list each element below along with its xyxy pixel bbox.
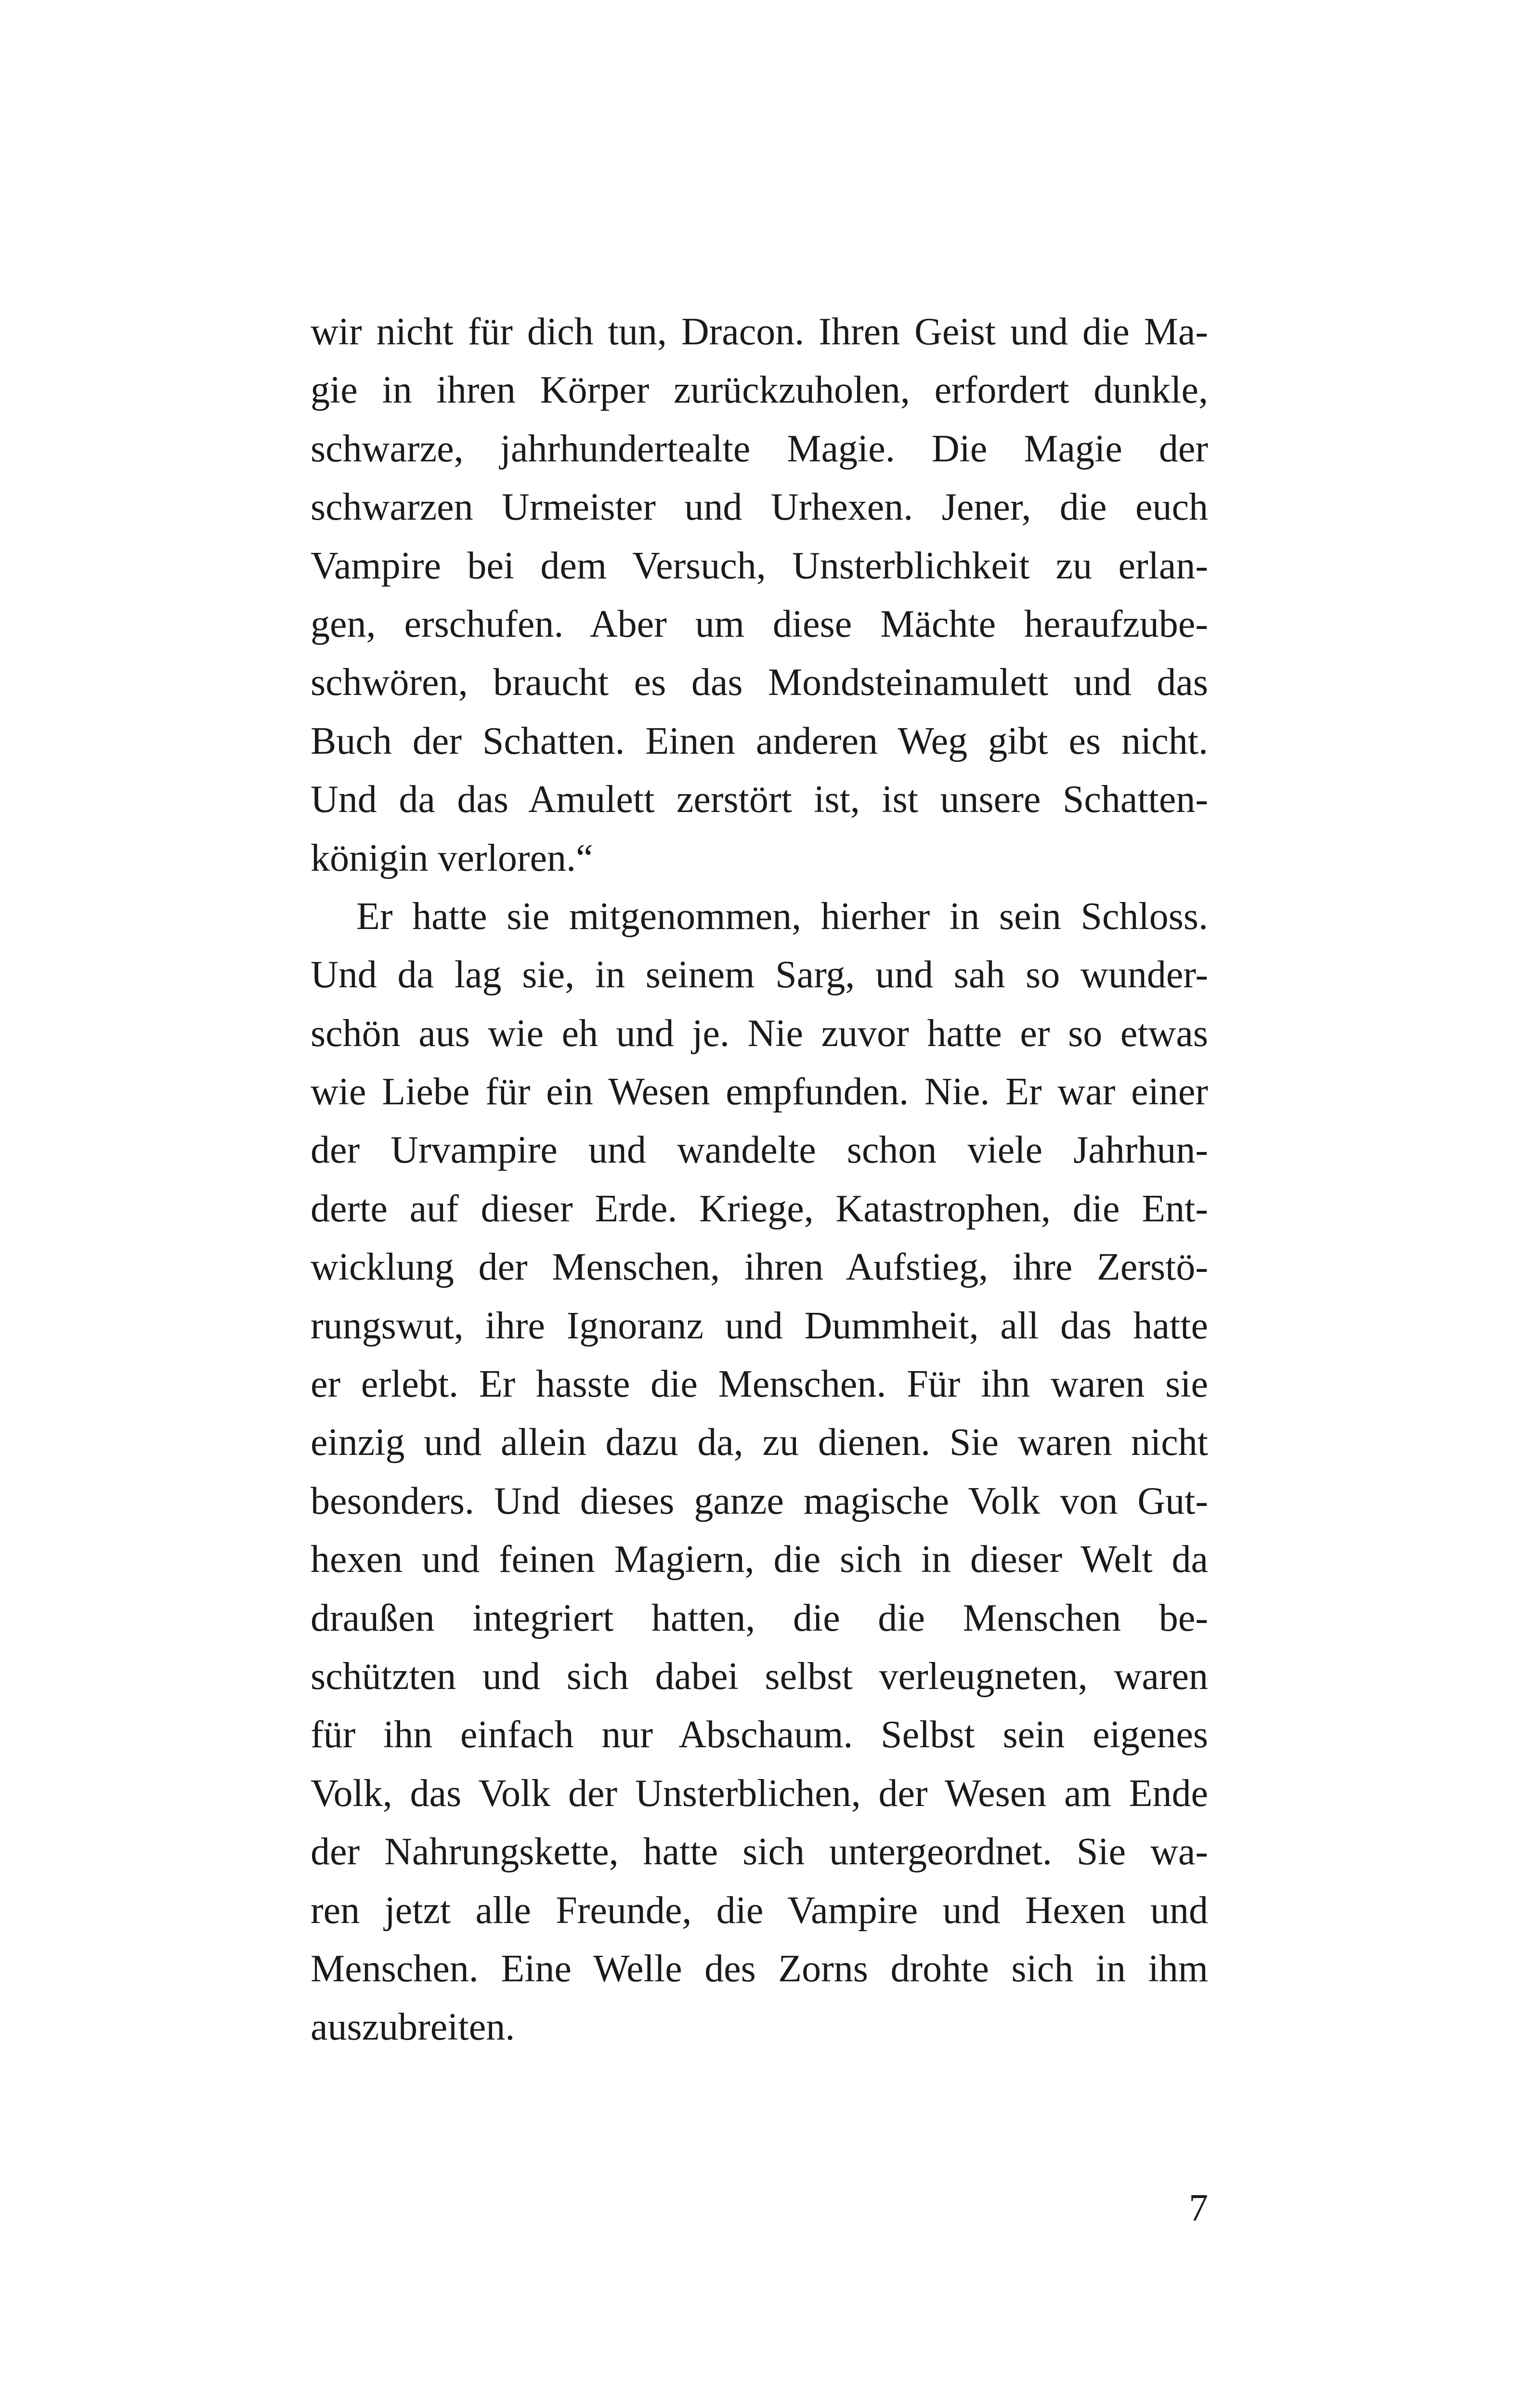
- text-line: schwarzen Urmeister und Urhexen. Jener, die euch: [311, 486, 1208, 529]
- text-line: gie in ihren Körper zurückzuholen, erfordert dunkle,: [311, 369, 1208, 412]
- text-line: Und da lag sie, in seinem Sarg, und sah so wunder-: [311, 954, 1208, 996]
- body-text: [311, 303, 1208, 2057]
- text-line: Volk, das Volk der Unsterblichen, der Wesen am Ende: [311, 1772, 1208, 1815]
- text-line: Vampire bei dem Versuch, Unsterblichkeit zu erlan-: [311, 544, 1208, 587]
- text-line: gen, erschufen. Aber um diese Mächte heraufzube-: [311, 602, 1208, 645]
- text-line: draußen integriert hatten, die die Menschen be-: [311, 1597, 1208, 1639]
- text-line: für ihn einfach nur Abschaum. Selbst sein eigenes: [311, 1714, 1208, 1756]
- text-line: einzig und allein dazu da, zu dienen. Sie waren nicht: [311, 1421, 1208, 1464]
- text-line: schützten und sich dabei selbst verleugneten, waren: [311, 1655, 1208, 1698]
- text-line: schwören, braucht es das Mondsteinamulett und das: [311, 661, 1208, 704]
- text-line: er erlebt. Er hasste die Menschen. Für ihn waren sie: [311, 1363, 1208, 1406]
- text-line: Menschen. Eine Welle des Zorns drohte sich in ihm: [311, 1947, 1208, 1990]
- text-line: besonders. Und dieses ganze magische Volk von Gut-: [311, 1479, 1208, 1522]
- text-line: rungswut, ihre Ignoranz und Dummheit, all das hatte: [311, 1304, 1208, 1347]
- text-line: der Nahrungskette, hatte sich untergeordnet. Sie wa-: [311, 1831, 1208, 1873]
- paragraph-end-line: auszubreiten.: [311, 2006, 515, 2049]
- paragraph-start-line: Er hatte sie mitgenommen, hierher in sein Schloss.: [356, 895, 1208, 938]
- text-line: der Urvampire und wandelte schon viele Jahrhun-: [311, 1129, 1208, 1172]
- text-line: hexen und feinen Magiern, die sich in dieser Welt da: [311, 1538, 1208, 1581]
- text-line: derte auf dieser Erde. Kriege, Katastrophen, die Ent-: [311, 1187, 1208, 1230]
- paragraph-end-line: königin verloren.“: [311, 837, 593, 879]
- text-line: wir nicht für dich tun, Dracon. Ihren Geist und die Ma-: [311, 311, 1208, 353]
- page-number: 7: [1189, 2187, 1208, 2229]
- text-line: ren jetzt alle Freunde, die Vampire und Hexen und: [311, 1889, 1208, 1932]
- text-line: Und da das Amulett zerstört ist, ist unsere Schatten-: [311, 778, 1208, 821]
- text-line: Buch der Schatten. Einen anderen Weg gibt es nicht.: [311, 720, 1208, 762]
- text-line: schön aus wie eh und je. Nie zuvor hatte er so etwas: [311, 1012, 1208, 1055]
- text-line: schwarze, jahrhundertealte Magie. Die Magie der: [311, 427, 1208, 470]
- text-line: wie Liebe für ein Wesen empfunden. Nie. Er war einer: [311, 1071, 1208, 1113]
- text-line: wicklung der Menschen, ihren Aufstieg, ihre Zerstö-: [311, 1246, 1208, 1289]
